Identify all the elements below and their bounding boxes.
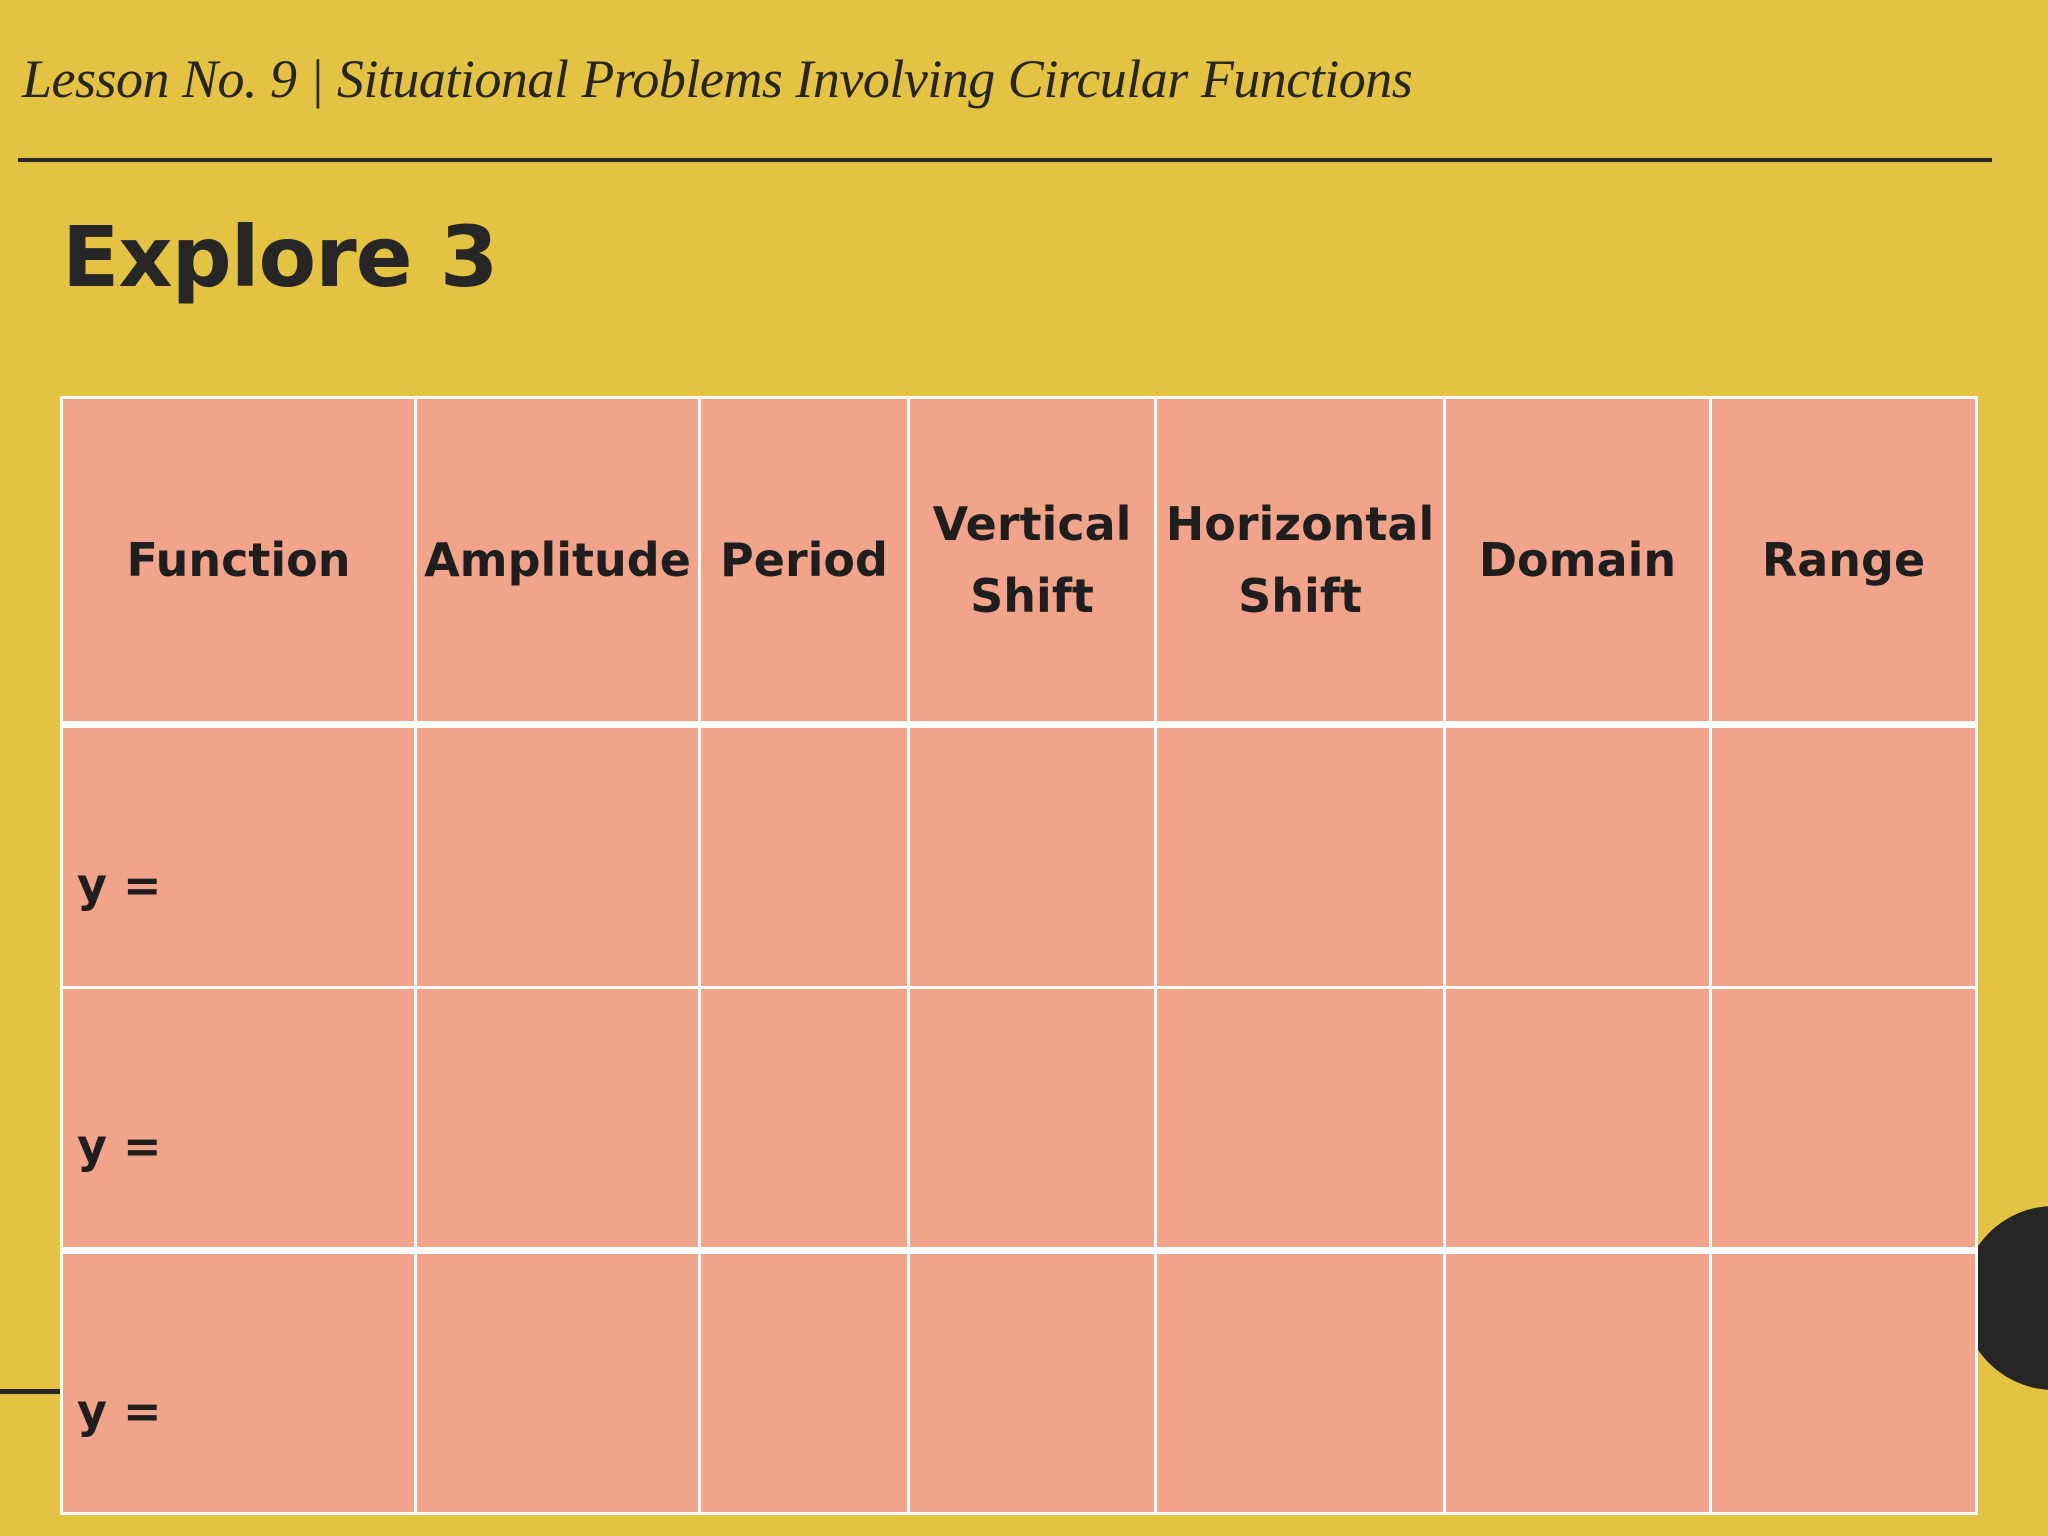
function-cell: y = xyxy=(62,1251,416,1514)
range-cell xyxy=(1711,725,1977,988)
amplitude-cell xyxy=(416,1251,700,1514)
range-cell xyxy=(1711,988,1977,1251)
range-cell xyxy=(1711,1251,1977,1514)
vertical-shift-cell xyxy=(909,725,1156,988)
vertical-shift-cell xyxy=(909,988,1156,1251)
column-header-period: Period xyxy=(700,398,909,725)
domain-cell xyxy=(1445,725,1711,988)
table-row xyxy=(62,725,1977,988)
table-row xyxy=(62,988,1977,1251)
period-cell xyxy=(700,725,909,988)
period-cell xyxy=(700,988,909,1251)
amplitude-cell xyxy=(416,725,700,988)
lesson-header: Lesson No. 9 | Situational Problems Involving Circular Functions xyxy=(22,49,1413,109)
column-header-horizontal-shift: Horizontal Shift xyxy=(1156,398,1445,725)
table-header-row xyxy=(62,398,1977,725)
domain-cell xyxy=(1445,988,1711,1251)
slide-title: Explore 3 xyxy=(62,208,498,306)
horizontal-shift-cell xyxy=(1156,725,1445,988)
column-header-vertical-shift: Vertical Shift xyxy=(909,398,1156,725)
domain-cell xyxy=(1445,1251,1711,1514)
explore-table xyxy=(60,396,1978,1515)
header-divider xyxy=(18,158,1992,162)
column-header-domain: Domain xyxy=(1445,398,1711,725)
period-cell xyxy=(700,1251,909,1514)
column-header-range: Range xyxy=(1711,398,1977,725)
horizontal-shift-cell xyxy=(1156,1251,1445,1514)
amplitude-cell xyxy=(416,988,700,1251)
vertical-shift-cell xyxy=(909,1251,1156,1514)
horizontal-shift-cell xyxy=(1156,988,1445,1251)
column-header-amplitude: Amplitude xyxy=(416,398,700,725)
explore-table-container xyxy=(60,396,1978,1515)
function-cell: y = xyxy=(62,725,416,988)
function-cell: y = xyxy=(62,988,416,1251)
column-header-function: Function xyxy=(62,398,416,725)
table-row xyxy=(62,1251,1977,1514)
